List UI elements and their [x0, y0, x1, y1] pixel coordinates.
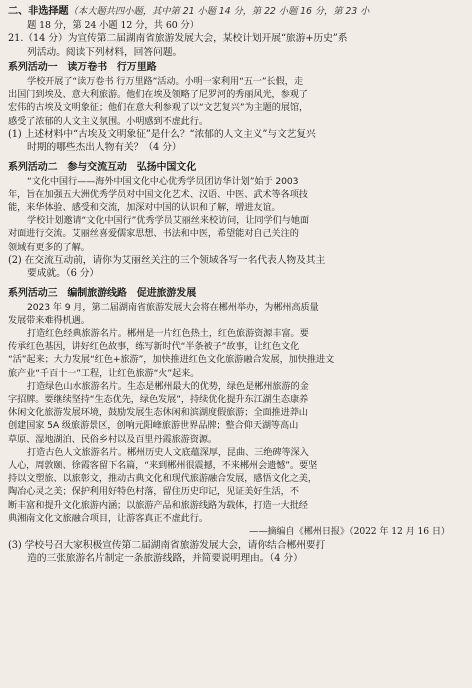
paragraph-line: “文化中国行——海外中国文化中心优秀学员团访华计划”始于 2003 — [27, 175, 299, 187]
activity-3-heading: 系列活动三 编制旅游线路 促进旅游发展 — [8, 287, 197, 299]
paragraph-line: 打造红色经典旅游名片。郴州是一片红色热土，红色旅游资源丰富。要 — [27, 327, 309, 339]
paragraph-line: 能，来华体验、感受和交流，加深对中国的认识和了解，增进友谊。 — [8, 201, 281, 213]
paragraph-line: 持以文塑旅、以旅彰文，推动古典文化和现代旅游融合发展，感悟文化之美， — [8, 473, 317, 485]
section-note-line2: 题 18 分，第 24 小题 12 分，共 60 分） — [27, 19, 199, 31]
question-3-line1: (3) 学校号召大家积极宣传第二届湖南省旅游发展大会，请你结合郴州要打 — [8, 539, 326, 551]
paragraph-line: 出国门到埃及、意大利旅游。他们在埃及领略了尼罗河的秀丽风光，参观了 — [8, 89, 308, 101]
question-intro-line1: 21.（14 分）为宣传第二届湖南省旅游发展大会，某校计划开展“旅游+历史”系 — [8, 33, 348, 45]
question-2-line2: 要成就。（6 分） — [27, 268, 100, 280]
section-title: 二、非选择题 — [8, 6, 69, 17]
question-1-line1: (1) 上述材料中“古埃及文明象征”是什么？“浓郁的人文主义”与文艺复兴 — [8, 128, 316, 140]
question-1-line2: 时期的哪些杰出人物有关？（4 分） — [27, 142, 182, 154]
paragraph-line: 学校开展了“读万卷书 行万里路”活动。小明一家利用“五一”长假，走 — [27, 75, 303, 87]
paragraph-line: 创建国家 5A 级旅游景区，创响元阳峰旅游世界品牌；整合仰天湖等高山 — [8, 420, 299, 432]
paragraph-line: 陶冶心灵之美；保护利用好特色村落，留住历史印记，见证美好生活，不 — [8, 486, 299, 498]
paragraph-line: 2023 年 9 月，第二届湖南省旅游发展大会将在郴州举办，为郴州高质量 — [27, 301, 319, 313]
paragraph-line: 旅产业“千百十一”工程，让红色旅游“火”起来。 — [8, 367, 200, 379]
question-2-line1: (2) 在交流互动前，请你为艾丽丝关注的三个领域各写一名代表人物及其主 — [8, 254, 326, 266]
section-note-line1: （本大题共四小题，其中第 21 小题 14 分，第 22 小题 16 分，第 23 小 — [68, 6, 370, 17]
section-header — [8, 5, 464, 19]
paragraph-line: 学校计划邀请“文化中国行”优秀学员艾丽丝来校访问，让同学们与她面 — [27, 215, 309, 227]
paragraph-line: 字招牌。要继续坚持“生态优先，绿色发展”，持续优化提升东江湖生态康养 — [8, 393, 309, 405]
activity-3-paragraph — [8, 301, 464, 525]
question-3-line2: 造的三张旅游名片制定一条旅游线路，并简要说明理由。（4 分） — [27, 553, 303, 565]
paragraph-line: 宏伟的古埃及文明象征；他们在意大利参观了以“文艺复兴”为主题的展馆， — [8, 102, 309, 114]
paragraph-line: 传承红色基因，讲好红色故事，练写新时代“半条被子”故事，让红色文化 — [8, 341, 300, 353]
paragraph-line: 对面进行交流。艾丽丝喜爱儒家思想、书法和中医，希望能对自己关注的 — [8, 228, 299, 240]
paragraph-line: 年，旨在加强五大洲优秀学员对中国文化艺术、汉语、中医、武术等各项技 — [8, 188, 308, 200]
paragraph-line: 休闲文化旅游发展环境，鼓励发展生态休闲和滨湖度假旅游；全面推进莽山 — [8, 407, 308, 419]
activity-1-paragraph — [8, 75, 464, 128]
paragraph-line: 感受了浓郁的人文主义氛围。小明感到不虚此行。 — [8, 115, 208, 127]
activity-1-heading: 系列活动一 读万卷书 行万里路 — [8, 62, 157, 74]
paragraph-line: 典湘南文化文旅融合项目，让游客真正不虚此行。 — [8, 512, 208, 524]
paragraph-line: 领域有更多的了解。 — [8, 241, 90, 253]
question-intro-line2: 列活动。阅读下列材料，回答问题。 — [27, 46, 183, 58]
activity-2-paragraph — [8, 175, 464, 254]
paragraph-line: 打造古色人文旅游名片。郴州历史人文底蕴深厚，昆曲、三绝碑等深入 — [27, 446, 309, 458]
paragraph-line: 人心，周敦颐、徐霞客留下名篇，“来到郴州很震撼，不来郴州会遗憾”。要坚 — [8, 460, 318, 471]
paragraph-line: “活”起来；大力发展“红色+旅游”，加快推进红色文化旅游融合发展，加快推进文 — [8, 354, 335, 366]
paragraph-line: 断丰富和提升文化旅游内涵；以旅游产品和旅游线路为载体，打造一大批经 — [8, 499, 308, 511]
paragraph-line: 发展带来难得机遇。 — [8, 314, 90, 326]
paragraph-line: 打造绿色山水旅游名片。生态是郴州最大的优势，绿色是郴州旅游的金 — [27, 380, 309, 392]
paragraph-line: 草原、湿地湖泊、民俗乡村以及百里丹霞旅游资源。 — [8, 433, 218, 445]
activity-2-heading: 系列活动二 参与交流互动 弘扬中国文化 — [8, 161, 197, 173]
source-citation: ——摘编自《郴州日报》（2022 年 12 月 16 日） — [249, 526, 450, 538]
